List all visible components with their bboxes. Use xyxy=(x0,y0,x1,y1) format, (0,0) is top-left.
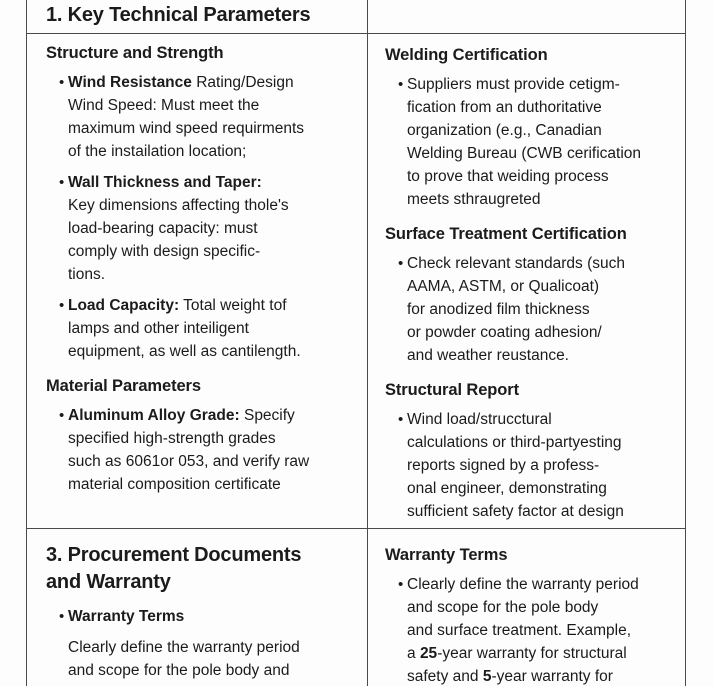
text-line xyxy=(68,194,358,217)
table-divider-bottom xyxy=(26,528,686,529)
text: Rating/Design xyxy=(191,74,294,91)
bullet-text xyxy=(68,171,358,286)
list-item xyxy=(59,171,358,286)
section1-title-cell xyxy=(46,2,376,29)
text-line xyxy=(407,298,680,321)
text-line xyxy=(407,642,680,665)
section3-right-column xyxy=(385,544,680,686)
list-item xyxy=(59,294,358,363)
text: specified high-strength grades xyxy=(68,430,276,447)
text: fication from an duthoritative xyxy=(407,99,602,116)
text-line xyxy=(68,450,358,473)
bold-text: Wall Thickness and Taper: xyxy=(68,174,262,191)
text-line xyxy=(407,275,680,298)
text-line xyxy=(68,240,358,263)
text-line xyxy=(407,619,680,642)
text-line xyxy=(46,569,364,596)
list-item xyxy=(398,408,680,523)
welding-certification-heading: Welding Certification xyxy=(385,46,548,64)
bold-text: Aluminum Alloy Grade: xyxy=(68,407,240,424)
text-line xyxy=(68,294,358,317)
table-border-middle xyxy=(367,0,368,686)
text-line xyxy=(407,188,680,211)
text: and scope for the pole body xyxy=(407,599,599,616)
bold-text: 3. Procurement Documents xyxy=(46,544,302,566)
bullet-icon: • xyxy=(59,608,65,625)
bold-text: Load Capacity: xyxy=(68,297,180,314)
surface-treatment-section xyxy=(385,223,680,367)
text: Clearly define the warranty period xyxy=(407,576,639,593)
text: or powder coating adhesion/ xyxy=(407,324,602,341)
text-line xyxy=(407,142,680,165)
bullet-icon: • xyxy=(59,174,65,191)
bullet-icon: • xyxy=(398,76,404,93)
text-line xyxy=(407,252,680,275)
text-line xyxy=(68,263,358,286)
table-border-left xyxy=(26,0,27,686)
text: -year warranty for structural xyxy=(437,645,627,662)
text: Total weight tof xyxy=(179,297,287,314)
bullet-text xyxy=(407,73,680,211)
text-line xyxy=(68,117,358,140)
bold-text: Warranty Terms xyxy=(68,608,185,625)
bullet-text xyxy=(68,71,358,163)
section3-title xyxy=(46,542,364,596)
text-line xyxy=(407,596,680,619)
text: onal engineer, demonstrating xyxy=(407,480,607,497)
text-line xyxy=(68,605,364,628)
text: AAMA, ASTM, or Qualicoat) xyxy=(407,278,600,295)
text-line xyxy=(68,140,358,163)
text-line xyxy=(407,344,680,367)
material-parameters-section xyxy=(46,375,358,496)
list-item xyxy=(398,73,680,211)
section1-left-column xyxy=(46,42,358,496)
text-line xyxy=(68,217,358,240)
text: Key dimensions affecting thole's xyxy=(68,197,289,214)
text: calculations or third-partyesting xyxy=(407,434,622,451)
bold-text: and Warranty xyxy=(46,571,171,593)
material-parameters-heading: Material Parameters xyxy=(46,377,201,395)
text: meets sthraugreted xyxy=(407,191,541,208)
bold-text: 25 xyxy=(419,645,438,662)
text: and weather reustance. xyxy=(407,347,569,364)
text-line xyxy=(68,636,364,659)
list-item xyxy=(59,404,358,496)
text: of the instailation location; xyxy=(68,143,247,160)
text-line xyxy=(407,119,680,142)
text: Check relevant standards (such xyxy=(407,255,625,272)
text: Clearly define the warranty period xyxy=(68,639,300,656)
text-line xyxy=(68,340,358,363)
text-line xyxy=(68,404,358,427)
text-line xyxy=(68,427,358,450)
text: material composition certificate xyxy=(68,476,281,493)
text: load-bearing capacity: must xyxy=(68,220,258,237)
text: comply with design specific- xyxy=(68,243,261,260)
bullet-text xyxy=(68,605,364,682)
bullet-text xyxy=(407,573,680,686)
text: -year warranty for xyxy=(491,668,613,685)
text-line xyxy=(407,165,680,188)
text-line xyxy=(407,73,680,96)
text: and surface treatment. Example, xyxy=(407,622,632,639)
text-line xyxy=(407,408,680,431)
text-line xyxy=(68,317,358,340)
text-line xyxy=(68,94,358,117)
text: a xyxy=(407,645,420,662)
bullet-icon: • xyxy=(398,255,404,272)
text-line xyxy=(407,431,680,454)
structure-strength-section xyxy=(46,42,358,363)
bullet-icon: • xyxy=(59,74,65,91)
text-line xyxy=(68,171,358,194)
list-item xyxy=(59,71,358,163)
list-item xyxy=(398,573,680,686)
text: lamps and other inteiligent xyxy=(68,320,249,337)
text: Wind load/strucctural xyxy=(407,411,552,428)
text-line xyxy=(46,542,364,569)
text-line xyxy=(407,477,680,500)
section1-right-column xyxy=(385,44,680,523)
bullet-text xyxy=(68,294,358,363)
text: sufficient safety factor at design xyxy=(407,503,624,520)
bold-text: Wind Resistance xyxy=(68,74,192,91)
warranty-terms-heading: Warranty Terms xyxy=(385,546,508,564)
structure-strength-heading: Structure and Strength xyxy=(46,44,224,62)
text: equipment, as well as cantilength. xyxy=(68,343,301,360)
bullet-text xyxy=(407,408,680,523)
table-divider-top xyxy=(26,33,686,34)
bullet-icon: • xyxy=(59,297,65,314)
text-line xyxy=(407,454,680,477)
bullet-icon: • xyxy=(398,411,404,428)
text-line xyxy=(407,665,680,686)
text: and scope for the pole body and xyxy=(68,662,290,679)
text-line xyxy=(407,573,680,596)
bullet-icon: • xyxy=(398,576,404,593)
table-border-right xyxy=(685,0,686,686)
text-line xyxy=(407,500,680,523)
text: Welding Bureau (CWB cerification xyxy=(407,145,642,162)
text: to prove that weiding process xyxy=(407,168,609,185)
surface-treatment-heading: Surface Treatment Certification xyxy=(385,225,627,243)
text: safety and xyxy=(407,668,483,685)
text: maximum wind speed requirments xyxy=(68,120,305,137)
bullet-text xyxy=(68,404,358,496)
text-line xyxy=(68,473,358,496)
section3-left-column xyxy=(46,542,364,682)
text-line xyxy=(407,321,680,344)
text: Suppliers must provide cetigm- xyxy=(407,76,620,93)
bullet-icon: • xyxy=(59,407,65,424)
text-line xyxy=(68,71,358,94)
bold-text: 5 xyxy=(482,668,492,685)
text: organization (e.g., Canadian xyxy=(407,122,602,139)
structural-report-section xyxy=(385,379,680,523)
text: such as 6061or 053, and verify raw xyxy=(68,453,310,470)
structural-report-heading: Structural Report xyxy=(385,381,519,399)
text: reports signed by a profess- xyxy=(407,457,600,474)
section1-title: 1. Key Technical Parameters xyxy=(46,4,311,26)
list-item xyxy=(398,252,680,367)
text: Specify xyxy=(239,407,295,424)
text-line xyxy=(407,96,680,119)
text-line xyxy=(68,659,364,682)
welding-certification-section xyxy=(385,44,680,211)
bullet-text xyxy=(407,252,680,367)
list-item xyxy=(59,605,364,682)
text: for anodized film thickness xyxy=(407,301,590,318)
text: tions. xyxy=(68,266,106,283)
text: Wind Speed: Must meet the xyxy=(68,97,260,114)
